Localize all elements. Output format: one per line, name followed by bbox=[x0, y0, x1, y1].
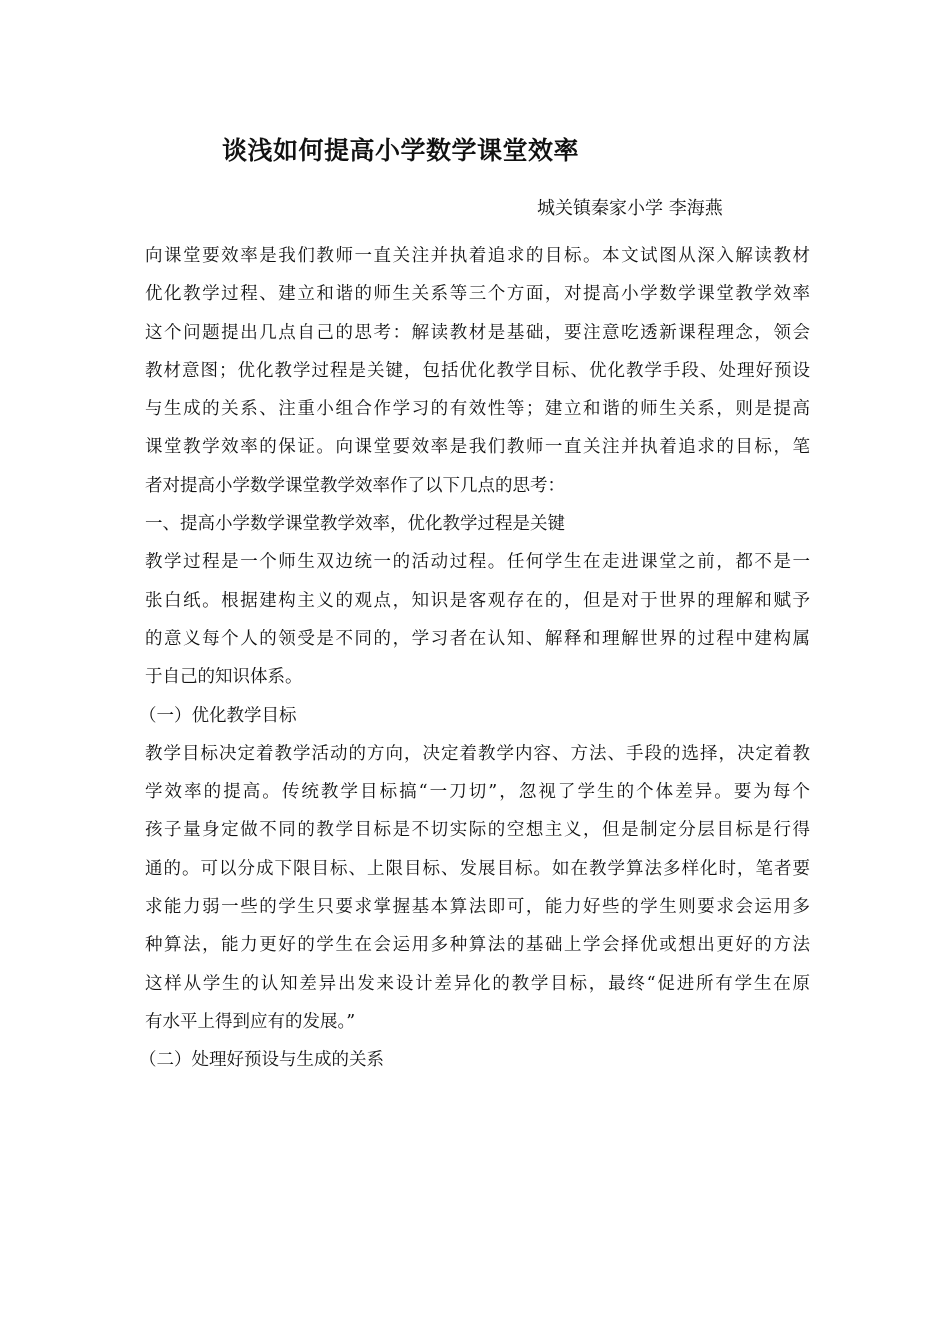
body-line: 求能力弱一些的学生只要求掌握基本算法即可，能力好些的学生则要求会运用多 bbox=[145, 897, 810, 918]
document-body bbox=[139, 237, 810, 1080]
body-line: 与生成的关系、注重小组合作学习的有效性等；建立和谐的师生关系，则是提高 bbox=[145, 399, 810, 420]
body-line: 教材意图；优化教学过程是关键，包括优化教学目标、优化教学手段、处理好预设 bbox=[145, 360, 810, 381]
body-line: 种算法，能力更好的学生在会运用多种算法的基础上学会择优或想出更好的方法 bbox=[145, 935, 810, 956]
body-line: 学效率的提高。传统教学目标搞“一刀切”，忽视了学生的个体差异。要为每个 bbox=[145, 782, 810, 803]
body-line: 的意义每个人的领受是不同的，学习者在认知、解释和理解世界的过程中建构属 bbox=[145, 628, 810, 649]
body-line: 教学过程是一个师生双边统一的活动过程。任何学生在走进课堂之前，都不是一 bbox=[145, 552, 810, 573]
body-line: 张白纸。根据建构主义的观点，知识是客观存在的，但是对于世界的理解和赋予 bbox=[145, 590, 810, 611]
body-line: 这个问题提出几点自己的思考：解读教材是基础，要注意吃透新课程理念，领会 bbox=[145, 322, 810, 343]
section-heading: 一、提高小学数学课堂教学效率，优化教学过程是关键 bbox=[145, 514, 565, 535]
document-author: 城关镇秦家小学 李海燕 bbox=[537, 198, 723, 219]
body-line: 者对提高小学数学课堂教学效率作了以下几点的思考： bbox=[145, 475, 565, 496]
body-line: 孩子量身定做不同的教学目标是不切实际的空想主义，但是制定分层目标是行得 bbox=[145, 820, 810, 841]
document-title: 谈浅如何提高小学数学课堂效率 bbox=[222, 136, 580, 165]
body-line: 有水平上得到应有的发展。” bbox=[145, 1011, 356, 1032]
body-line: 这样从学生的认知差异出发来设计差异化的教学目标，最终“促进所有学生在原 bbox=[145, 973, 810, 994]
subsection-heading: （一）优化教学目标 bbox=[139, 705, 297, 726]
body-line: 于自己的知识体系。 bbox=[145, 667, 303, 688]
body-line: 通的。可以分成下限目标、上限目标、发展目标。如在教学算法多样化时，笔者要 bbox=[145, 858, 810, 879]
body-line: 优化教学过程、建立和谐的师生关系等三个方面，对提高小学数学课堂教学效率 bbox=[145, 284, 810, 305]
subsection-heading: （二）处理好预设与生成的关系 bbox=[139, 1050, 384, 1071]
body-line: 课堂教学效率的保证。向课堂要效率是我们教师一直关注并执着追求的目标，笔 bbox=[145, 437, 810, 458]
body-line: 向课堂要效率是我们教师一直关注并执着追求的目标。本文试图从深入解读教材 bbox=[145, 246, 810, 266]
body-line: 教学目标决定着教学活动的方向，决定着教学内容、方法、手段的选择，决定着教 bbox=[145, 743, 810, 764]
